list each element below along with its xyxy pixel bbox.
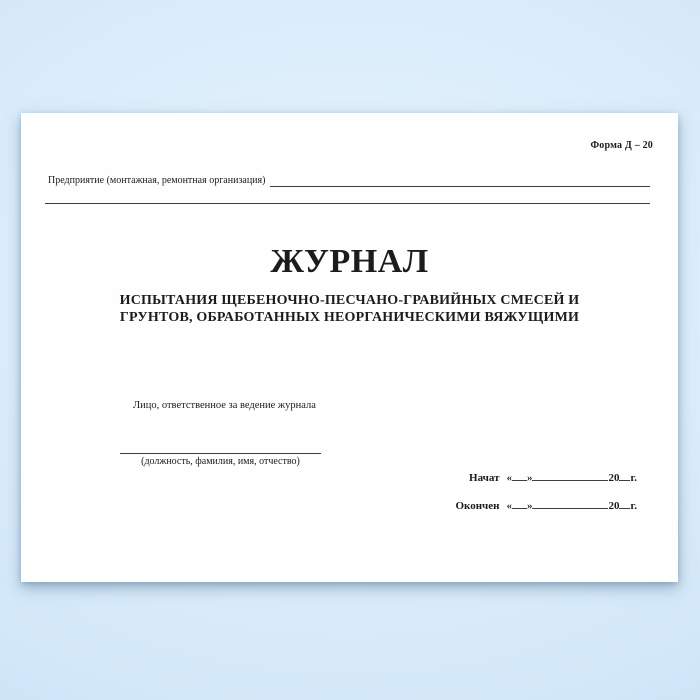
started-year-blank: [619, 469, 630, 481]
started-close-quote: »: [526, 472, 533, 484]
journal-subtitle-line-1: ИСПЫТАНИЯ ЩЕБЕНОЧНО-ПЕСЧАНО-ГРАВИЙНЫХ СМЕСЕЙ И: [119, 293, 580, 308]
company-blank-line-1: [270, 174, 650, 187]
signature-blank-line: [120, 440, 321, 454]
finished-date-row: [455, 497, 637, 512]
finished-day-blank: [512, 497, 527, 509]
company-row: [48, 174, 650, 187]
started-year-prefix: 20: [608, 472, 620, 484]
started-label: Начат: [469, 472, 500, 484]
finished-label: Окончен: [455, 500, 500, 512]
started-year-suffix: г.: [630, 472, 637, 484]
started-date-row: [469, 469, 637, 484]
company-label: Предприятие (монтажная, ремонтная организация): [48, 175, 266, 186]
finished-year-blank: [619, 497, 630, 509]
started-open-quote: «: [506, 472, 512, 484]
started-month-blank: [532, 469, 608, 481]
journal-title: ЖУРНАЛ: [270, 243, 429, 280]
journal-subtitle: [21, 293, 678, 326]
finished-month-blank: [532, 497, 608, 509]
signature-caption: (должность, фамилия, имя, отчество): [141, 456, 300, 467]
started-day-blank: [512, 469, 527, 481]
responsible-person-label: Лицо, ответственное за ведение журнала: [133, 400, 316, 411]
journal-cover-page: [21, 113, 678, 582]
company-blank-line-2: [45, 190, 650, 204]
finished-open-quote: «: [506, 500, 512, 512]
journal-subtitle-line-2: ГРУНТОВ, ОБРАБОТАННЫХ НЕОРГАНИЧЕСКИМИ ВЯЖУЩИМИ: [119, 309, 580, 325]
finished-year-suffix: г.: [630, 500, 637, 512]
finished-year-prefix: 20: [608, 500, 620, 512]
finished-close-quote: »: [526, 500, 533, 512]
form-code-label: Форма Д – 20: [590, 140, 653, 151]
